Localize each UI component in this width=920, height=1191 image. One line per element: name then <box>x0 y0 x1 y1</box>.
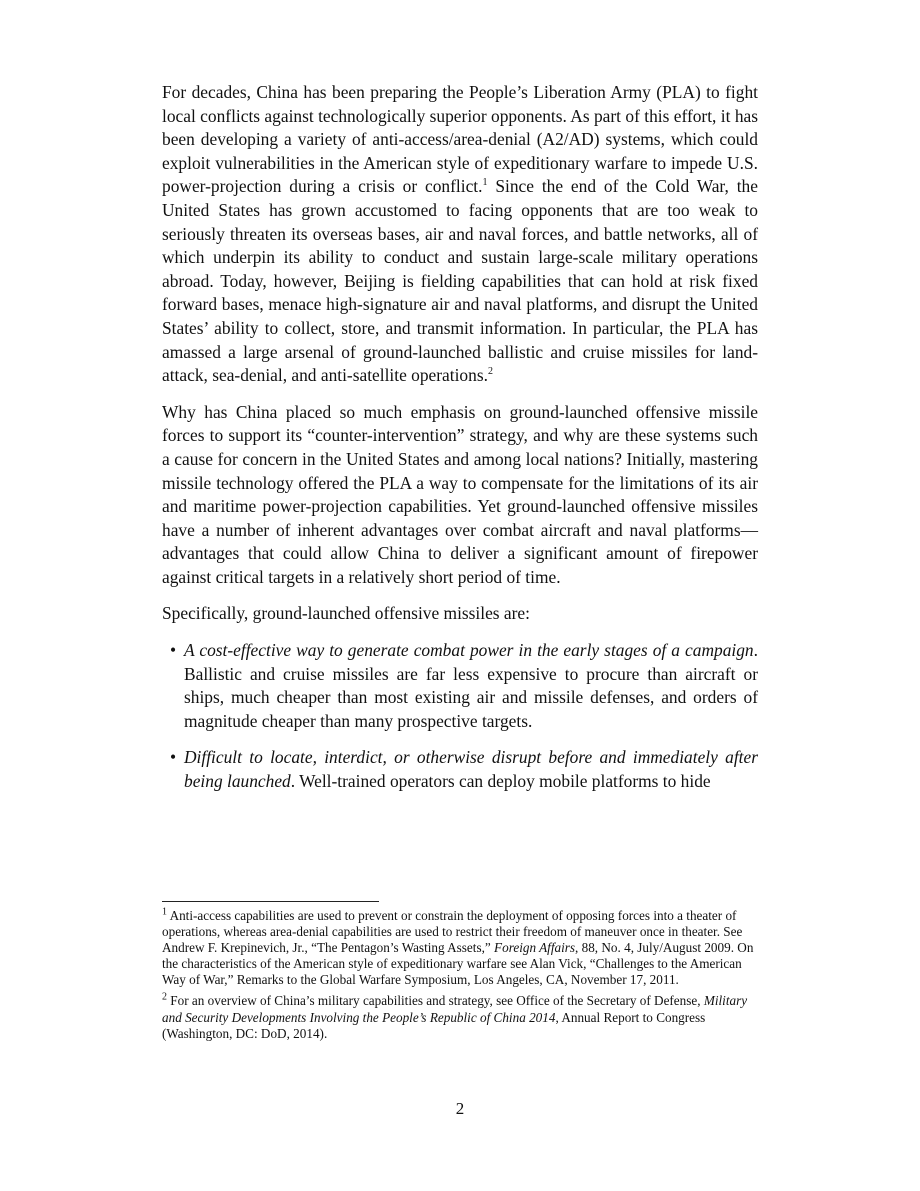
footnote-text: , Annual Report to Congress (Washington, DC: DoD, 2014). <box>162 1009 706 1041</box>
footnotes <box>162 908 758 1047</box>
footnote-ref-1[interactable]: 1 <box>482 177 488 189</box>
footnote-divider <box>162 901 379 902</box>
page-number: 2 <box>455 1099 465 1118</box>
footnote-citation-title: Military and Security Developments Involving the People’s Republic of China 2014 <box>162 993 748 1025</box>
footnote-ref-2[interactable]: 2 <box>487 366 493 378</box>
footnote-citation-title: Foreign Affairs <box>494 940 576 956</box>
list-item <box>162 639 758 733</box>
bullet-icon: • <box>170 640 177 661</box>
paragraph-specifically: Specifically, ground-launched offensive missiles are: <box>162 603 530 624</box>
bullet-text: . Well-trained operators can deploy mobile platforms to hide <box>290 771 711 792</box>
bullet-icon: • <box>170 747 177 768</box>
bullet-heading: Difficult to locate, interdict, or otherwise disrupt before and immediately after being launched <box>184 747 758 792</box>
paragraph-why: Why has China placed so much emphasis on ground-launched offensive missile forces to support its “counter-intervention” strategy, and why are these systems such a cause for concern in the United States and among local nations? Initially, mastering missile technology offered the PLA a way to compensate for the limitations of its air and maritime power-projection capabilities. Yet ground-launched offensive missiles have a number of inherent advantages over combat aircraft and naval platforms—advantages that could allow China to deliver a significant amount of firepower against critical targets in a relatively short period of time. <box>162 401 758 587</box>
footnote-text: Anti-access capabilities are used to prevent or constrain the deployment of opposing forces into a theater of operations, whereas area-denial capabilities are used to restrict their freedom of maneuver once in theater. See Andrew F. Krepinevich, Jr., “The Pentagon’s Wasting Assets,” <box>162 908 743 956</box>
footnote-text: For an overview of China’s military capabilities and strategy, see Office of the Secretary of Defense, <box>167 993 704 1009</box>
paragraph-text: For decades, China has been preparing the People’s Liberation Army (PLA) to fight local conflicts against technologically superior opponents. As part of this effort, it has been developing a variety of anti-access/area-denial (A2/AD) systems, which could exploit vulnerabilities in the American style of expeditionary warfare to impede U.S. power-projection during a crisis or conflict. <box>162 82 758 197</box>
page-body <box>162 81 758 807</box>
bullet-heading: A cost-effective way to generate combat power in the early stages of a campaign <box>184 640 754 661</box>
paragraph-text: Since the end of the Cold War, the United States has grown accustomed to facing opponents that are too weak to seriously threaten its overseas bases, air and naval forces, and battle networks, all of which underpin its ability to conduct and sustain large-scale military operations abroad. Today, however, Beijing is fielding capabilities that can hold at risk fixed forward bases, menace high-signature air and naval platforms, and disrupt the United States’ ability to collect, store, and transmit information. In particular, the PLA has amassed a large arsenal of ground-launched ballistic and cruise missiles for land-attack, sea-denial, and anti-satellite operations. <box>162 176 758 386</box>
bullet-text: . Ballistic and cruise missiles are far less expensive to procure than aircraft or ships, much cheaper than most existing air and missile defenses, and orders of magnitude cheaper than many prospective targets. <box>184 640 758 731</box>
paragraph-intro <box>162 81 758 388</box>
footnote-1 <box>162 908 758 988</box>
list-item <box>162 746 758 793</box>
footnote-number: 1 <box>162 906 167 918</box>
footnote-number: 2 <box>162 992 167 1004</box>
footnote-2 <box>162 993 758 1041</box>
advantages-list <box>162 639 758 794</box>
footnote-text: , 88, No. 4, July/August 2009. On the characteristics of the American style of expeditionary warfare see Alan Vick, “Challenges to the American Way of War,” Remarks to the Global Warfare Symposium, Los Angeles, CA, November 17, 2011. <box>162 940 754 988</box>
